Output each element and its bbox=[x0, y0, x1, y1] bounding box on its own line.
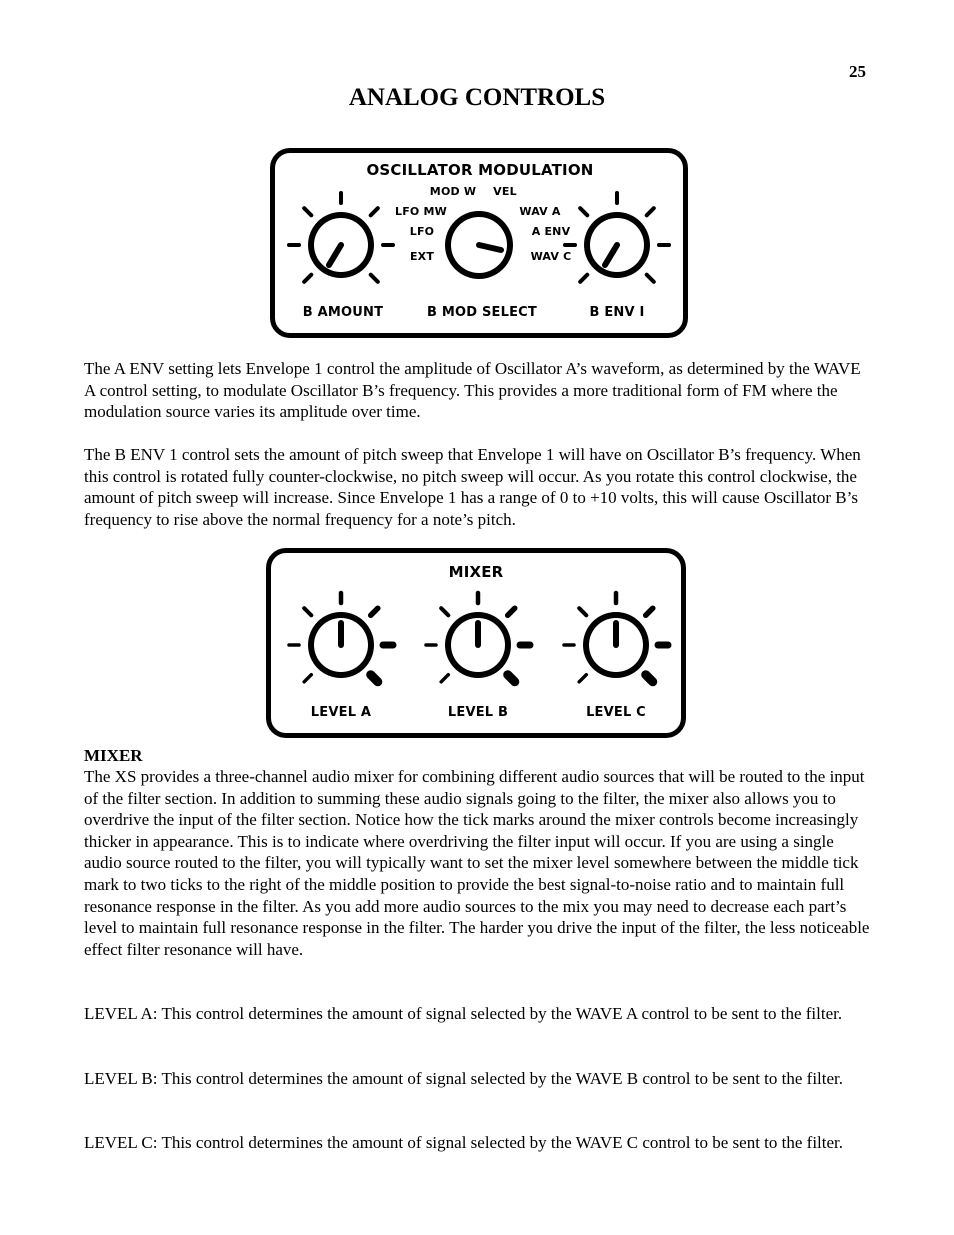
knob-tick bbox=[304, 208, 311, 215]
level-b-knob[interactable] bbox=[445, 612, 511, 678]
mixer-panel-heading: MIXER bbox=[448, 563, 504, 581]
page-title: ANALOG CONTROLS bbox=[348, 84, 606, 111]
knob-tick bbox=[646, 608, 653, 615]
knob-tick bbox=[441, 608, 448, 615]
level-a-label: LEVEL A bbox=[310, 705, 372, 720]
knob-tick bbox=[441, 675, 448, 682]
level-c-knob[interactable] bbox=[583, 612, 649, 678]
knob-tick bbox=[304, 608, 311, 615]
b-env-paragraph: The B ENV 1 control sets the amount of pitch sweep that Envelope 1 will have on Oscillator B’s frequency. When this control is rotated fully counter-clockwise, no pitch sweep will occur. As you rotate this control clockwise, the amount of pitch sweep will increase. Since Envelope 1 has a range of 0 to +10 volts, this will cause Oscillator B’s frequency to rise above the normal frequency for a note’s pitch. bbox=[84, 445, 861, 529]
mod-select-vel-label: VEL bbox=[493, 185, 517, 198]
knob-tick bbox=[304, 275, 311, 282]
knob-tick bbox=[647, 275, 654, 282]
mod-select-a-env-label: A ENV bbox=[531, 225, 571, 238]
knob-tick bbox=[579, 675, 586, 682]
level-c-label: LEVEL C bbox=[586, 705, 646, 720]
mod-select-ext-label: EXT bbox=[409, 250, 435, 263]
b-amount-label: B AMOUNT bbox=[302, 305, 384, 320]
mod-select-lfo-label: LFO bbox=[409, 225, 435, 238]
mod-select-wav-c-label: WAV C bbox=[530, 250, 572, 263]
knob-tick bbox=[646, 675, 653, 682]
b-mod-select-label: B MOD SELECT bbox=[427, 305, 537, 320]
oscillator-modulation-panel bbox=[270, 148, 688, 338]
mod-select-lfo-mw-label: LFO MW bbox=[395, 205, 447, 218]
mixer-section-heading: MIXER bbox=[84, 746, 143, 765]
knob-tick bbox=[580, 275, 587, 282]
mixer-section-body: The XS provides a three-channel audio mixer for combining different audio sources that will be routed to the input of the filter section. In addition to summing these audio signals going to the filter, the mixer also allows you to overdrive the input of the filter section. Notice how the tick marks around the mixer controls become increasingly thicker in appearance. This is to indicate where overdriving the filter input will occur. If you are using a single audio source routed to the filter, you will typically want to set the mixer level somewhere between the middle tick mark to two ticks to the right of the middle position to provide the best signal-to-noise ratio and to maintain full resonance response in the filter. As you add more audio sources to the mix you may need to decrease each part’s level to maintain full resonance response in the filter. The harder you drive the input of the filter, the less noticeable effect filter resonance will have. bbox=[84, 767, 870, 959]
page-number: 25 bbox=[849, 62, 866, 81]
knob-tick bbox=[508, 608, 515, 615]
b-env-knob[interactable] bbox=[584, 212, 650, 278]
knob-tick bbox=[647, 208, 654, 215]
knob-tick bbox=[371, 275, 378, 282]
knob-tick bbox=[304, 675, 311, 682]
b-amount-knob[interactable] bbox=[308, 212, 374, 278]
a-env-paragraph: The A ENV setting lets Envelope 1 control the amplitude of Oscillator A’s waveform, as determined by the WAVE A control setting, to modulate Oscillator B’s frequency. This provides a more traditional form of FM where the modulation source varies its amplitude over time. bbox=[84, 359, 861, 422]
level-c-paragraph: LEVEL C: This control determines the amount of signal selected by the WAVE C control to be sent to the filter. bbox=[84, 1133, 844, 1152]
level-b-label: LEVEL B bbox=[447, 705, 509, 720]
level-b-paragraph: LEVEL B: This control determines the amount of signal selected by the WAVE B control to be sent to the filter. bbox=[84, 1069, 844, 1088]
mod-select-wav-a-label: WAV A bbox=[519, 205, 561, 218]
knob-tick bbox=[579, 608, 586, 615]
knob-tick bbox=[580, 208, 587, 215]
mod-select-mod-w-label: MOD W bbox=[429, 185, 477, 198]
knob-tick bbox=[371, 608, 378, 615]
knob-tick bbox=[508, 675, 515, 682]
knob-tick bbox=[371, 208, 378, 215]
knob-tick bbox=[371, 675, 378, 682]
osc-modulation-heading: OSCILLATOR MODULATION bbox=[366, 161, 594, 179]
level-a-knob[interactable] bbox=[308, 612, 374, 678]
b-mod-select-knob[interactable] bbox=[445, 211, 513, 279]
b-env-label: B ENV I bbox=[589, 305, 645, 320]
mixer-panel bbox=[266, 548, 686, 738]
level-a-paragraph: LEVEL A: This control determines the amount of signal selected by the WAVE A control to be sent to the filter. bbox=[84, 1004, 843, 1023]
